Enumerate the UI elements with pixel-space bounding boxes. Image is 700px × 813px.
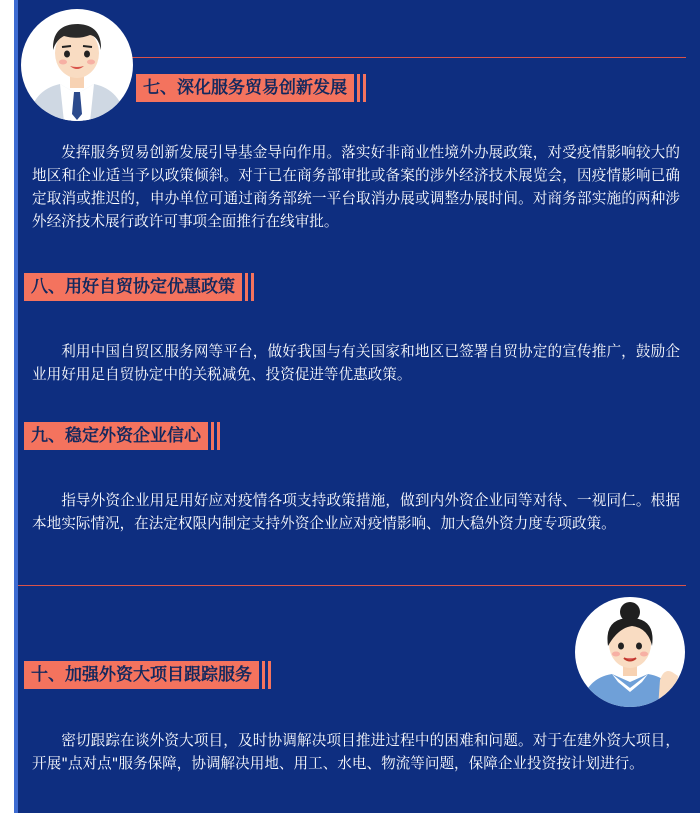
section-body-7: 发挥服务贸易创新发展引导基金导向作用。落实好非商业性境外办展政策，对受疫情影响较大的地区和企业适当予以政策倾斜。对于已在商务部审批或备案的涉外经济技术展览会，因疫情影响已确定取消或推迟的，申办单位可通过商务部统一平台取消办展或调整办展时间。对商务部实施的两种涉外经济技术展行政许可事项全面推行在线审批。: [32, 144, 680, 230]
male-avatar-icon: [20, 8, 134, 122]
heading-accent-bar: [211, 422, 214, 450]
section-heading-9: [24, 422, 220, 450]
heading-accent-bar: [245, 273, 248, 301]
top-divider: [128, 57, 686, 58]
section-body-9: 指导外资企业用足用好应对疫情各项支持政策措施，做到内外资企业同等对待、一视同仁。根据本地实际情况，在法定权限内制定支持外资企业应对疫情影响、加大稳外资力度专项政策。: [32, 492, 680, 532]
section-heading-7: [136, 74, 366, 102]
section-heading-9-label: 九、稳定外资企业信心: [24, 422, 208, 450]
section-heading-10-label: 十、加强外资大项目跟踪服务: [24, 661, 259, 689]
section-body-10: 密切跟踪在谈外资大项目，及时协调解决项目推进过程中的困难和问题。对于在建外资大项目，开展"点对点"服务保障，协调解决用地、用工、水电、物流等问题，保障企业投资按计划进行。: [32, 732, 680, 772]
heading-accent-bar: [217, 422, 220, 450]
heading-accent-bar: [262, 661, 265, 689]
section-heading-8-label: 八、用好自贸协定优惠政策: [24, 273, 242, 301]
heading-accent-bar: [363, 74, 366, 102]
left-accent-stripe: [14, 0, 18, 813]
female-avatar-icon: [574, 596, 686, 708]
section-heading-7-label: 七、深化服务贸易创新发展: [136, 74, 354, 102]
heading-accent-bar: [268, 661, 271, 689]
middle-divider: [18, 585, 686, 586]
heading-accent-bar: [251, 273, 254, 301]
section-body-8: 利用中国自贸区服务网等平台，做好我国与有关国家和地区已签署自贸协定的宣传推广，鼓励企业用好用足自贸协定中的关税减免、投资促进等优惠政策。: [32, 343, 680, 383]
section-heading-8: [24, 273, 254, 301]
heading-accent-bar: [357, 74, 360, 102]
section-heading-10: [24, 661, 271, 689]
